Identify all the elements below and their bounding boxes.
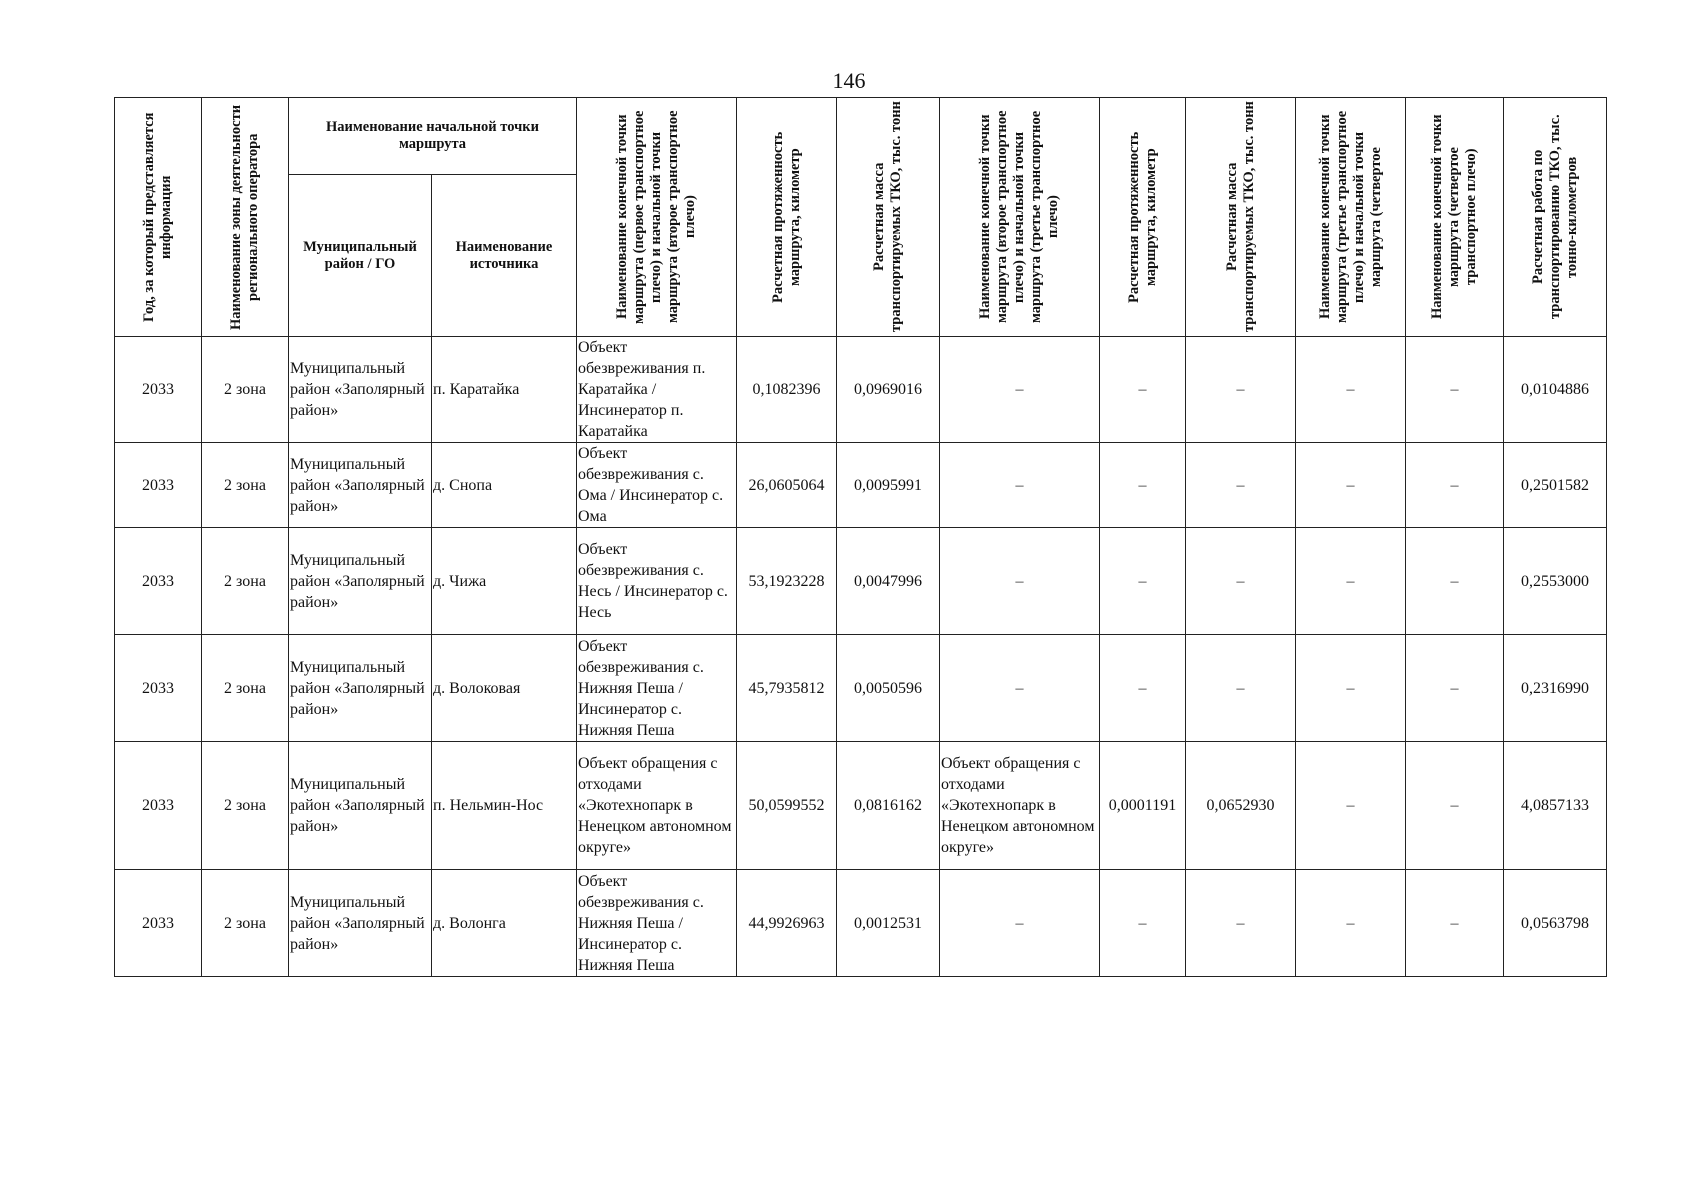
header-end-point-3: Наименование конечной точки маршрута (третье транспортное плечо) и начальной точки маршрута (четвертое	[1296, 98, 1406, 337]
cell-work: 0,0104886	[1504, 337, 1607, 443]
cell-end-point-1: Объект обезвреживания с. Несь / Инсинератор с. Несь	[577, 528, 737, 635]
header-mass-1: Расчетная масса транспортируемых ТКО, тыс. тонн	[837, 98, 940, 337]
cell-source: п. Каратайка	[432, 337, 577, 443]
cell-end-point-3: –	[1296, 528, 1406, 635]
cell-mass-2: –	[1186, 337, 1296, 443]
cell-work: 0,2316990	[1504, 635, 1607, 742]
header-end-point-1: Наименование конечной точки маршрута (первое транспортное плечо) и начальной точки маршрута (второе транспортное плечо)	[577, 98, 737, 337]
cell-year: 2033	[115, 870, 202, 977]
cell-source: д. Чижа	[432, 528, 577, 635]
cell-length-2: –	[1100, 337, 1186, 443]
table-row	[115, 443, 1607, 528]
cell-work: 0,2501582	[1504, 443, 1607, 528]
cell-length-1: 44,9926963	[737, 870, 837, 977]
cell-end-point-1: Объект обезвреживания п. Каратайка / Инсинератор п. Каратайка	[577, 337, 737, 443]
cell-work: 0,2553000	[1504, 528, 1607, 635]
cell-zone: 2 зона	[202, 742, 289, 870]
page-number: 146	[832, 68, 866, 93]
cell-mass-2: –	[1186, 443, 1296, 528]
cell-length-1: 45,7935812	[737, 635, 837, 742]
cell-zone: 2 зона	[202, 870, 289, 977]
cell-zone: 2 зона	[202, 528, 289, 635]
cell-municipal: Муниципальный район «Заполярный район»	[289, 870, 432, 977]
cell-end-point-4: –	[1406, 742, 1504, 870]
cell-mass-1: 0,0012531	[837, 870, 940, 977]
cell-end-point-3: –	[1296, 742, 1406, 870]
cell-end-point-1: Объект обезвреживания с. Ома / Инсинератор с. Ома	[577, 443, 737, 528]
cell-end-point-2: –	[940, 443, 1100, 528]
cell-end-point-4: –	[1406, 870, 1504, 977]
cell-end-point-4: –	[1406, 528, 1504, 635]
cell-municipal: Муниципальный район «Заполярный район»	[289, 742, 432, 870]
cell-length-2: –	[1100, 635, 1186, 742]
cell-length-2: 0,0001191	[1100, 742, 1186, 870]
cell-mass-1: 0,0816162	[837, 742, 940, 870]
cell-zone: 2 зона	[202, 443, 289, 528]
cell-end-point-2: Объект обращения с отходами «Экотехнопарк в Ненецком автономном округе»	[940, 742, 1100, 870]
cell-length-1: 53,1923228	[737, 528, 837, 635]
cell-length-1: 50,0599552	[737, 742, 837, 870]
cell-length-2: –	[1100, 870, 1186, 977]
cell-zone: 2 зона	[202, 337, 289, 443]
header-length-2: Расчетная протяженность маршрута, километр	[1100, 98, 1186, 337]
cell-mass-1: 0,0050596	[837, 635, 940, 742]
cell-work: 4,0857133	[1504, 742, 1607, 870]
cell-end-point-4: –	[1406, 337, 1504, 443]
cell-source: д. Волоковая	[432, 635, 577, 742]
table-row	[115, 528, 1607, 635]
header-length-1: Расчетная протяженность маршрута, километр	[737, 98, 837, 337]
table-row	[115, 635, 1607, 742]
cell-mass-2: –	[1186, 528, 1296, 635]
table-row	[115, 337, 1607, 443]
cell-end-point-4: –	[1406, 443, 1504, 528]
table-row	[115, 870, 1607, 977]
cell-municipal: Муниципальный район «Заполярный район»	[289, 635, 432, 742]
cell-year: 2033	[115, 443, 202, 528]
cell-end-point-3: –	[1296, 337, 1406, 443]
routes-table	[114, 97, 1607, 977]
cell-year: 2033	[115, 635, 202, 742]
cell-end-point-3: –	[1296, 870, 1406, 977]
cell-end-point-1: Объект обезвреживания с. Нижняя Пеша / Инсинератор с. Нижняя Пеша	[577, 870, 737, 977]
cell-mass-2: –	[1186, 870, 1296, 977]
header-municipal: Муниципальный район / ГО	[289, 175, 432, 337]
cell-mass-1: 0,0095991	[837, 443, 940, 528]
cell-mass-1: 0,0047996	[837, 528, 940, 635]
cell-end-point-2: –	[940, 635, 1100, 742]
cell-length-1: 0,1082396	[737, 337, 837, 443]
cell-end-point-3: –	[1296, 443, 1406, 528]
cell-end-point-2: –	[940, 337, 1100, 443]
header-source: Наименование источника	[432, 175, 577, 337]
cell-municipal: Муниципальный район «Заполярный район»	[289, 528, 432, 635]
cell-municipal: Муниципальный район «Заполярный район»	[289, 337, 432, 443]
header-end-point-4: Наименование конечной точки маршрута (четвертое транспортное плечо)	[1406, 98, 1504, 337]
header-zone: Наименование зоны деятельности регионального оператора	[202, 98, 289, 337]
cell-end-point-4: –	[1406, 635, 1504, 742]
cell-year: 2033	[115, 742, 202, 870]
cell-length-2: –	[1100, 528, 1186, 635]
header-year: Год, за который представляется информация	[115, 98, 202, 337]
cell-year: 2033	[115, 528, 202, 635]
header-end-point-2: Наименование конечной точки маршрута (второе транспортное плечо) и начальной точки маршрута (третье транспортное плечо)	[940, 98, 1100, 337]
cell-end-point-1: Объект обезвреживания с. Нижняя Пеша / Инсинератор с. Нижняя Пеша	[577, 635, 737, 742]
header-mass-2: Расчетная масса транспортируемых ТКО, тыс. тонн	[1186, 98, 1296, 337]
cell-source: п. Нельмин-Нос	[432, 742, 577, 870]
table-row	[115, 742, 1607, 870]
cell-source: д. Снопа	[432, 443, 577, 528]
cell-year: 2033	[115, 337, 202, 443]
cell-zone: 2 зона	[202, 635, 289, 742]
cell-mass-2: –	[1186, 635, 1296, 742]
cell-municipal: Муниципальный район «Заполярный район»	[289, 443, 432, 528]
cell-length-1: 26,0605064	[737, 443, 837, 528]
header-work: Расчетная работа по транспортированию ТКО, тыс. тонно-километров	[1504, 98, 1607, 337]
cell-mass-2: 0,0652930	[1186, 742, 1296, 870]
cell-end-point-1: Объект обращения с отходами «Экотехнопарк в Ненецком автономном округе»	[577, 742, 737, 870]
cell-end-point-2: –	[940, 528, 1100, 635]
cell-mass-1: 0,0969016	[837, 337, 940, 443]
cell-source: д. Волонга	[432, 870, 577, 977]
header-start-point: Наименование начальной точки маршрута	[289, 98, 577, 175]
cell-length-2: –	[1100, 443, 1186, 528]
cell-end-point-3: –	[1296, 635, 1406, 742]
cell-end-point-2: –	[940, 870, 1100, 977]
cell-work: 0,0563798	[1504, 870, 1607, 977]
